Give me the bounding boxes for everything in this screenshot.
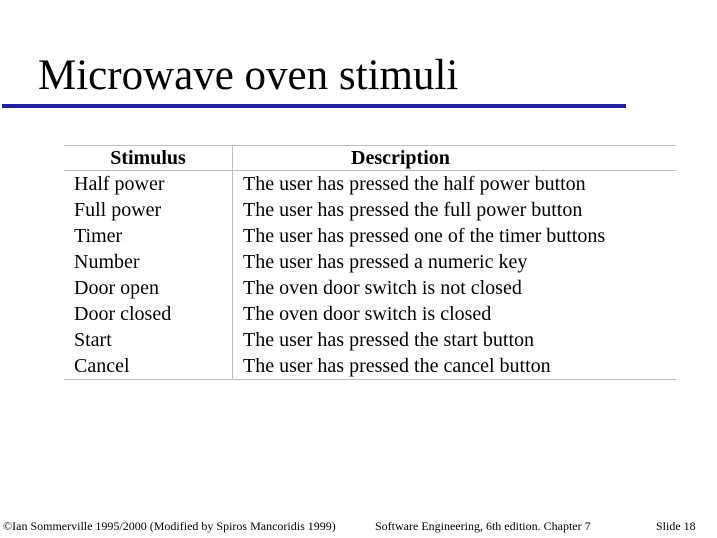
slide-title: Microwave oven stimuli [38, 52, 459, 99]
footer-copyright: ©Ian Sommerville 1995/2000 (Modified by Spiros Mancoridis 1999) [3, 519, 336, 533]
stimulus-column-header: Stimulus [64, 146, 233, 171]
stimulus-cell: Door open [64, 275, 233, 301]
description-cell: The oven door switch is not closed [243, 277, 522, 299]
stimulus-cell: Full power [64, 197, 233, 223]
description-cell: The user has pressed the cancel button [233, 353, 677, 380]
table-row [64, 327, 676, 353]
table-row [64, 223, 676, 249]
stimulus-cell: Cancel [64, 353, 233, 380]
slide-number: Slide 18 [656, 519, 696, 533]
table-row [64, 275, 676, 301]
description-cell: The user has pressed the start button [243, 329, 535, 351]
description-cell: The user has pressed one of the timer buttons [243, 225, 606, 247]
stimulus-cell: Half power [64, 171, 233, 198]
stimulus-cell: Timer [64, 223, 233, 249]
table-row [64, 171, 676, 198]
table-header-row [64, 146, 676, 171]
stimulus-cell: Start [64, 327, 233, 353]
stimuli-table [64, 145, 676, 380]
table-row [64, 197, 676, 223]
footer-book-reference: Software Engineering, 6th edition. Chapter 7 [375, 519, 591, 533]
table-row [64, 249, 676, 275]
description-column-header: Description [233, 146, 677, 171]
table-row [64, 301, 676, 327]
description-cell: The user has pressed the full power button [243, 199, 583, 221]
description-cell: The oven door switch is closed [243, 303, 492, 325]
description-cell: The user has pressed the half power button [243, 173, 586, 195]
table-row [64, 353, 676, 380]
title-underline [2, 104, 626, 108]
description-cell: The user has pressed a numeric key [243, 251, 528, 273]
stimulus-cell: Door closed [64, 301, 233, 327]
stimulus-cell: Number [64, 249, 233, 275]
